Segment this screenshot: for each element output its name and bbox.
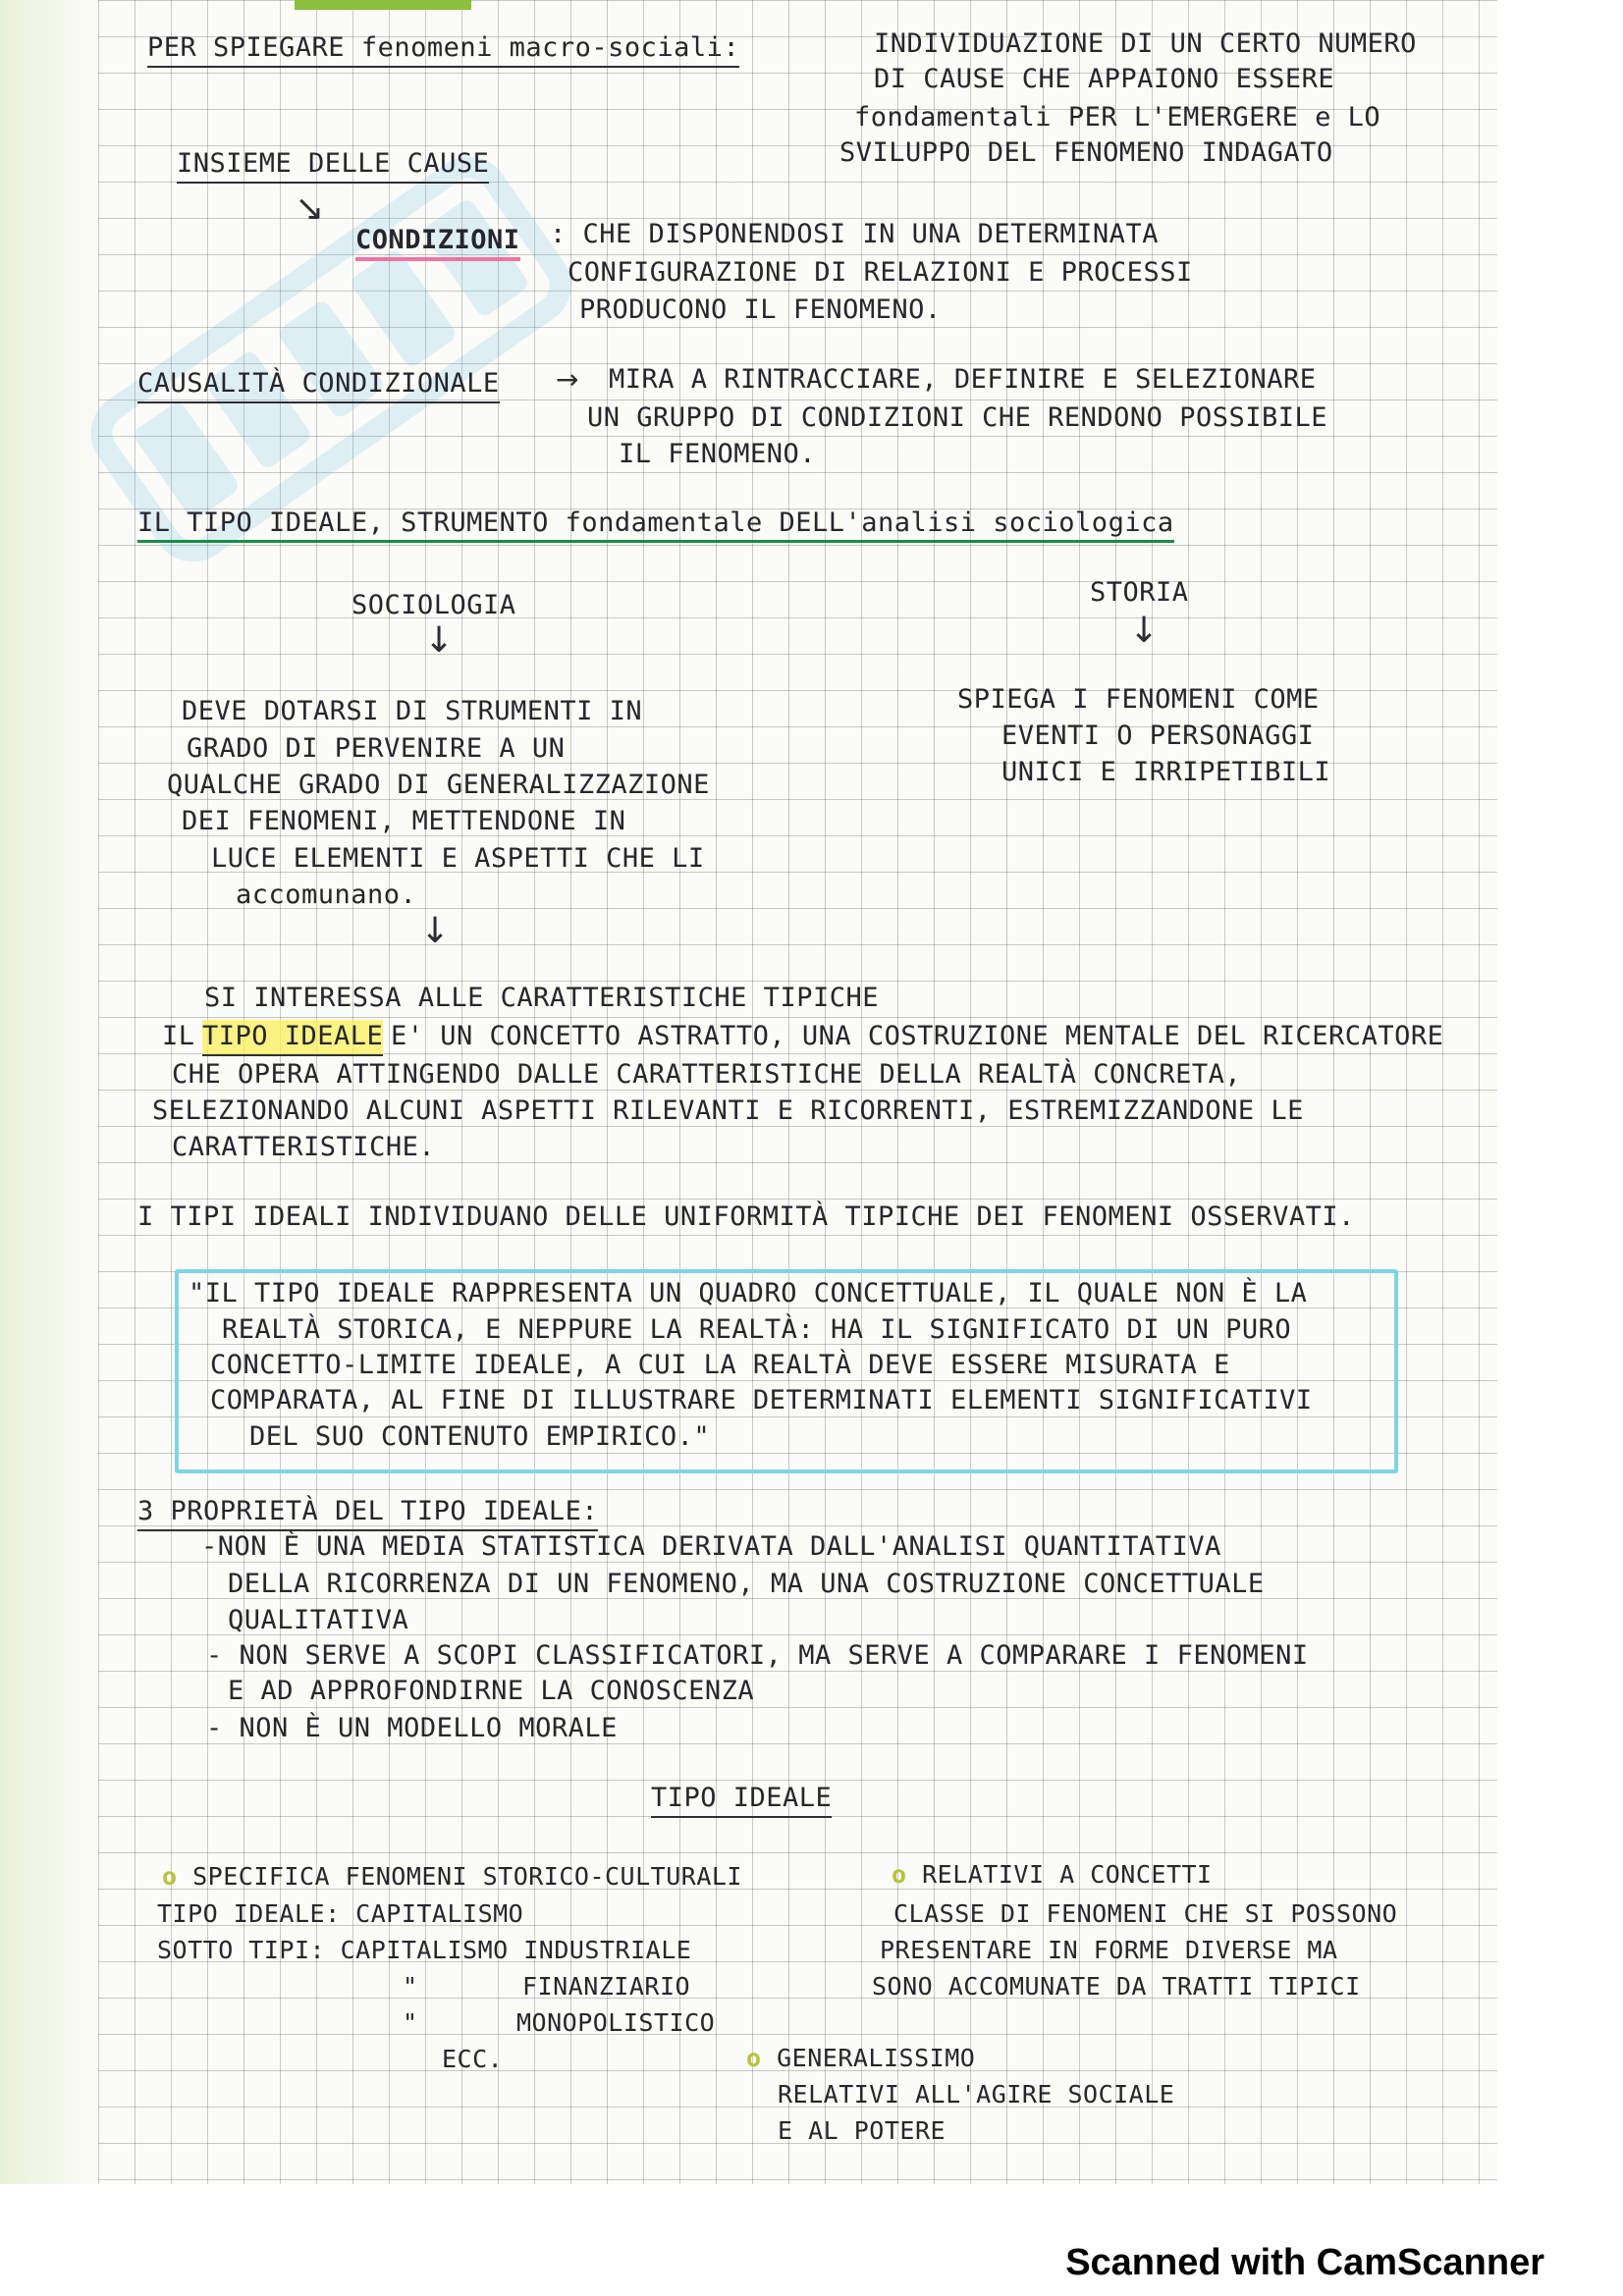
causalita-line-1: MIRA A RINTRACCIARE, DEFINIRE E SELEZIONARE <box>609 364 1317 395</box>
condizioni-line-3: PRODUCONO IL FENOMENO. <box>579 294 942 325</box>
left-ditto-1: " <box>403 1972 418 2001</box>
definizione-term: TIPO IDEALE <box>202 1020 383 1056</box>
sociologia-line-3: QUALCHE GRADO DI GENERALIZZAZIONE <box>167 770 710 800</box>
right-line-2: PRESENTARE IN FORME DIVERSE MA <box>880 1936 1338 1964</box>
proprieta-line-4: - NON SERVE A SCOPI CLASSIFICATORI, MA SERVE A COMPARARE I FENOMENI <box>206 1640 1309 1671</box>
storia-title: STORIA <box>1090 577 1189 608</box>
storia-line-1: SPIEGA I FENOMENI COME <box>957 684 1320 715</box>
arrow-sociologia-down: ↓ <box>420 911 451 951</box>
insieme-cause: INSIEME DELLE CAUSE <box>177 147 489 184</box>
storia-line-2: EVENTI O PERSONAGGI <box>1001 721 1315 751</box>
proprieta-line-1: -NON È UNA MEDIA STATISTICA DERIVATA DALL'ANALISI QUANTITATIVA <box>201 1531 1221 1562</box>
right-line-1: CLASSE DI FENOMENI CHE SI POSSONO <box>893 1899 1398 1928</box>
arrow-causalita: → <box>556 363 579 396</box>
intro-lead: PER SPIEGARE fenomeni macro-sociali: <box>147 31 739 68</box>
left-line-3: FINANZIARIO <box>522 1972 691 2001</box>
page-margin-strip <box>0 0 98 2184</box>
condizioni-term: CONDIZIONI <box>355 224 520 261</box>
uniformita-tipiche: I TIPI IDEALI INDIVIDUANO DELLE UNIFORMITÀ TIPICHE DEI FENOMENI OSSERVATI. <box>137 1201 1355 1232</box>
definizione-line-4: CARATTERISTICHE. <box>172 1132 436 1162</box>
causalita-term: CAUSALITÀ CONDIZIONALE <box>137 367 500 403</box>
generalissimo-bullet <box>746 2042 975 2075</box>
camscanner-footer: Scanned with CamScanner <box>1065 2242 1544 2283</box>
tipo-ideale-title: TIPO IDEALE <box>651 1782 832 1818</box>
condizioni-line-1: : CHE DISPONENDOSI IN UNA DETERMINATA <box>550 219 1159 249</box>
right-bullet-text: RELATIVI A CONCETTI <box>922 1860 1213 1889</box>
proprieta-line-5: E AD APPROFONDIRNE LA CONOSCENZA <box>228 1676 755 1706</box>
left-line-4: MONOPOLISTICO <box>516 2008 716 2037</box>
right-line-3: SONO ACCOMUNATE DA TRATTI TIPICI <box>872 1972 1361 2001</box>
interessa-caratteristiche: SI INTERESSA ALLE CARATTERISTICHE TIPICHE <box>204 983 879 1013</box>
right-bullet-dot: o <box>892 1860 907 1889</box>
causalita-line-2: UN GRUPPO DI CONDIZIONI CHE RENDONO POSSIBILE <box>587 402 1327 433</box>
generalissimo-dot: o <box>746 2044 762 2072</box>
sociologia-line-1: DEVE DOTARSI DI STRUMENTI IN <box>182 696 643 726</box>
proprieta-line-2: DELLA RICORRENZA DI UN FENOMENO, MA UNA COSTRUZIONE CONCETTUALE <box>228 1569 1265 1599</box>
left-ditto-2: " <box>403 2008 418 2037</box>
tipo-ideale-heading: IL TIPO IDEALE, STRUMENTO fondamentale DELL'analisi sociologica <box>137 507 1174 543</box>
generalissimo-text: GENERALISSIMO <box>777 2044 976 2072</box>
definizione-line-3: SELEZIONANDO ALCUNI ASPETTI RILEVANTI E RICORRENTI, ESTREMIZZANDONE LE <box>152 1095 1304 1126</box>
quote-line-4: COMPARATA, AL FINE DI ILLUSTRARE DETERMINATI ELEMENTI SIGNIFICATIVI <box>210 1385 1313 1415</box>
sociologia-line-5: LUCE ELEMENTI E ASPETTI CHE LI <box>211 843 705 874</box>
definizione-pre: IL <box>162 1021 195 1051</box>
left-line-2: SOTTO TIPI: CAPITALISMO INDUSTRIALE <box>157 1936 692 1964</box>
intro-line-4: SVILUPPO DEL FENOMENO INDAGATO <box>839 137 1333 168</box>
left-bullet-text: SPECIFICA FENOMENI STORICO-CULTURALI <box>192 1862 742 1891</box>
intro-line-3: fondamentali PER L'EMERGERE e LO <box>854 102 1381 133</box>
generalissimo-line-1: RELATIVI ALL'AGIRE SOCIALE <box>778 2080 1175 2109</box>
intro-line-2: DI CAUSE CHE APPAIONO ESSERE <box>874 64 1335 94</box>
storia-line-3: UNICI E IRRIPETIBILI <box>1001 757 1331 787</box>
quote-line-1: "IL TIPO IDEALE RAPPRESENTA UN QUADRO CONCETTUALE, IL QUALE NON È LA <box>189 1278 1308 1308</box>
sociologia-line-4: DEI FENOMENI, METTENDONE IN <box>182 806 626 836</box>
quote-line-3: CONCETTO-LIMITE IDEALE, A CUI LA REALTÀ DEVE ESSERE MISURATA E <box>210 1350 1230 1380</box>
sociologia-line-6: accomunano. <box>236 880 417 910</box>
right-bullet <box>892 1858 1213 1892</box>
left-bullet-dot: o <box>162 1862 178 1891</box>
definizione-line-1: E' UN CONCETTO ASTRATTO, UNA COSTRUZIONE MENTALE DEL RICERCATORE <box>391 1021 1444 1051</box>
grid-paper <box>98 0 1497 2184</box>
arrow-sociologia: ↓ <box>424 620 455 661</box>
left-line-5: ECC. <box>442 2045 504 2073</box>
arrow-insieme-condizioni: ↘ <box>295 188 325 229</box>
intro-line-1: INDIVIDUAZIONE DI UN CERTO NUMERO <box>874 28 1417 59</box>
definizione-line-2: CHE OPERA ATTINGENDO DALLE CARATTERISTICHE DELLA REALTÀ CONCRETA, <box>172 1059 1242 1090</box>
arrow-storia: ↓ <box>1129 611 1160 651</box>
proprieta-line-6: - NON È UN MODELLO MORALE <box>206 1713 618 1743</box>
left-line-1: TIPO IDEALE: CAPITALISMO <box>157 1899 524 1928</box>
quote-line-5: DEL SUO CONTENUTO EMPIRICO." <box>249 1421 711 1452</box>
proprieta-line-3: QUALITATIVA <box>228 1605 409 1635</box>
condizioni-line-2: CONFIGURAZIONE DI RELAZIONI E PROCESSI <box>568 257 1193 288</box>
left-bullet <box>162 1860 742 1894</box>
sociologia-title: SOCIOLOGIA <box>352 590 516 620</box>
top-color-strip <box>295 0 471 10</box>
causalita-line-3: IL FENOMENO. <box>619 439 817 469</box>
quote-line-2: REALTÀ STORICA, E NEPPURE LA REALTÀ: HA IL SIGNIFICATO DI UN PURO <box>222 1314 1292 1345</box>
sociologia-line-2: GRADO DI PERVENIRE A UN <box>187 733 566 764</box>
proprieta-title: 3 PROPRIETÀ DEL TIPO IDEALE: <box>137 1495 598 1531</box>
generalissimo-line-2: E AL POTERE <box>778 2116 947 2145</box>
